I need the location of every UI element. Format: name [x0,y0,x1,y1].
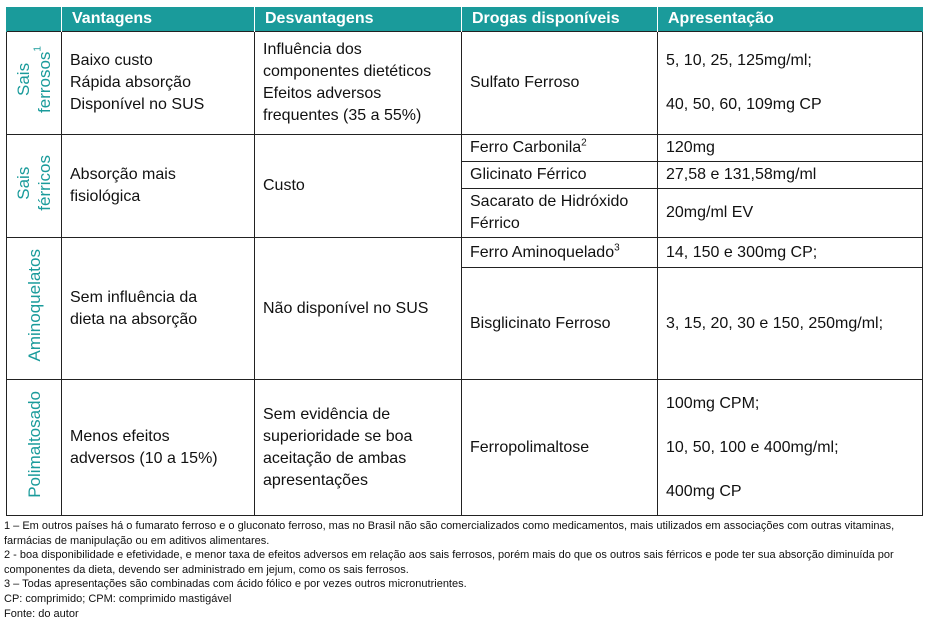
text-line: componentes dietéticos [263,63,432,80]
text-line: Menos efeitos [70,427,170,445]
text-line: Sem influência da [70,288,198,306]
table-row [7,380,923,516]
text-line: Absorção mais [70,166,176,183]
presentation-ferropolimaltose [658,380,923,516]
drug-ferropolimaltose: Ferropolimaltose [462,380,658,516]
text-line: 40, 50, 60, 109mg CP [666,96,822,113]
vantagens-ferricos [62,135,255,238]
header-desvantagens: Desvantagens [255,7,462,32]
text-line: 400mg CP [666,482,742,500]
desvantagens-aminoquelatos: Não disponível no SUS [255,238,462,380]
category-sais-ferricos [7,135,62,238]
desvantagens-ferricos: Custo [255,135,462,238]
table-row [7,238,923,268]
text-line: 5, 10, 25, 125mg/ml; [666,52,812,69]
category-label: Polimaltosado [24,390,44,498]
footnote-marker: 3 [614,242,620,254]
drug-sacarato-hidroxido-ferrico [462,189,658,238]
footnote-1: 1 – Em outros países há o fumarato ferroso e o gluconato ferroso, mas no Brasil não são comercializados como medicamentos, mais utilizados em associações com outras vitaminas, farmácias de manipulação ou em aditivos alimentares. [4,520,895,547]
text-line: aceitação de ambas [263,449,407,467]
header-category [7,7,62,32]
header-vantagens: Vantagens [62,7,255,32]
category-line: ferrosos [35,51,54,113]
text-line: 10, 50, 100 e 400mg/ml; [666,438,839,456]
text-line: Efeitos adversos [263,85,382,102]
text-line: Sacarato de Hidróxido [470,193,629,210]
footnote-2: 2 - boa disponibilidade e efetividade, e menor taxa de efeitos adversos em relação aos sais ferrosos, porém mais do que os outros sais férricos e pode ter sua absorção diminuída por componentes da dieta, devendo ser administrado em jejum, como os sais ferrosos. [4,549,894,576]
abbreviations-note: CP: comprimido; CPM: comprimido mastigável [4,592,232,605]
text-line: Baixo custo [70,52,153,69]
category-line: Sais [14,165,33,200]
vantagens-polimaltosado [62,380,255,516]
presentation-ferro-carbonila: 120mg [658,135,923,162]
drug-name: Ferro Aminoquelado [470,243,615,261]
category-polimaltosado [7,380,62,516]
text-line: frequentes (35 a 55%) [263,107,422,124]
iron-salts-table [6,7,923,516]
text-line: Rápida absorção [70,74,191,91]
desvantagens-ferrosos [255,32,462,135]
drug-ferro-aminoquelado [462,238,658,268]
drug-ferro-carbonila [462,135,658,162]
text-line: Influência dos [263,41,362,58]
drug-bisglicinato-ferroso: Bisglicinato Ferroso [462,268,658,380]
table-header-row [7,7,923,32]
vantagens-ferrosos [62,32,255,135]
table-row [7,32,923,135]
category-aminoquelatos [7,238,62,380]
text-line: fisiológica [70,188,141,205]
presentation-sacarato: 20mg/ml EV [658,189,923,238]
category-line: Sais [14,62,33,97]
presentation-ferro-aminoquelado: 14, 150 e 300mg CP; [658,238,923,268]
presentation-sulfato-ferroso [658,32,923,135]
drug-name: Ferro Carbonila [470,139,582,156]
desvantagens-polimaltosado [255,380,462,516]
table-row [7,135,923,162]
text-line: Férrico [470,215,520,232]
text-line: Sem evidência de [263,405,391,423]
text-line: apresentações [263,471,368,489]
category-label: Aminoquelatos [24,248,44,362]
text-line: 100mg CPM; [666,394,760,412]
text-line: dieta na absorção [70,310,198,328]
footnote-3: 3 – Todas apresentações são combinadas com ácido fólico e por vezes outros micronutrientes. [4,578,467,591]
text-line: adversos (10 a 15%) [70,449,218,467]
drug-glicinato-ferrico: Glicinato Férrico [462,162,658,189]
source-note: Fonte: do autor [4,607,79,620]
category-line: férricos [35,154,54,211]
presentation-bisglicinato: 3, 15, 20, 30 e 150, 250mg/ml; [658,268,923,380]
drug-sulfato-ferroso: Sulfato Ferroso [462,32,658,135]
text-line: superioridade se boa [263,427,413,445]
presentation-glicinato-ferrico: 27,58 e 131,58mg/ml [658,162,923,189]
vantagens-aminoquelatos [62,238,255,380]
category-sais-ferrosos [7,32,62,135]
footnote-marker: 1 [32,46,44,52]
footnotes [4,519,920,621]
header-drogas: Drogas disponíveis [462,7,658,32]
text-line: Disponível no SUS [70,96,205,113]
footnote-marker: 2 [581,137,587,149]
header-apresentacao: Apresentação [658,7,923,32]
